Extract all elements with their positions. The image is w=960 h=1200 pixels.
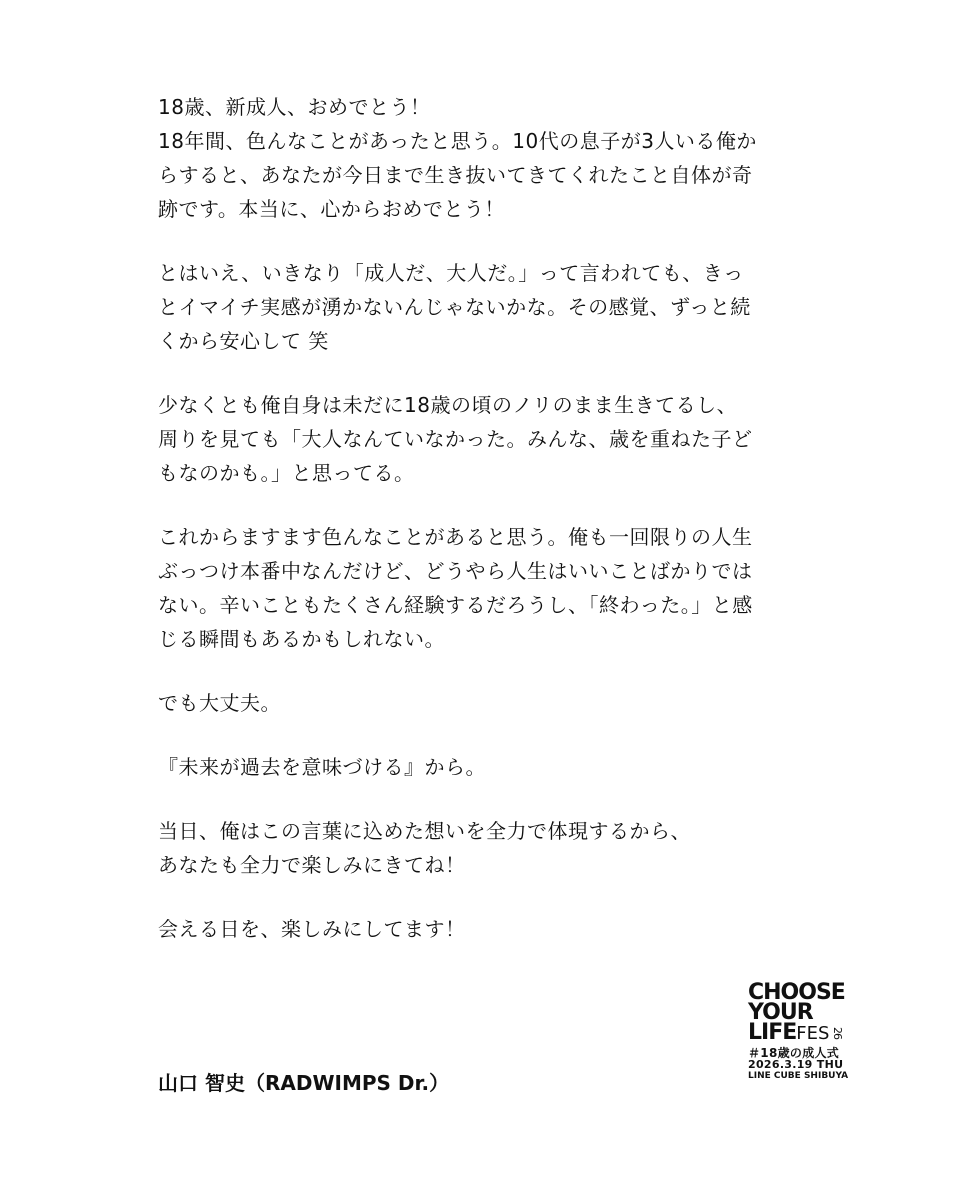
paragraph [158, 750, 838, 784]
letter-line: あなたも全力で楽しみにきてね！ [158, 853, 466, 877]
paragraph [158, 256, 838, 358]
letter-line: とはいえ、いきなり「成人だ、大人だ。」って言われても、きっ [158, 261, 744, 285]
letter-line: 会える日を、楽しみにしてます！ [158, 917, 466, 941]
letter-line: とイマイチ実感が湧かないんじゃないかな。その感覚、ずっと続 [158, 295, 751, 319]
letter-body [158, 90, 838, 976]
letter-line: 周りを見ても「大人なんていなかった。みんな、歳を重ねた子ど [158, 427, 753, 451]
paragraph [158, 814, 838, 882]
letter-line: でも大丈夫。 [158, 691, 281, 715]
logo-line-life-fes [748, 1020, 848, 1045]
paragraph [158, 912, 838, 946]
letter-line: らすると、あなたが今日まで生き抜いてきてくれたこと自体が奇 [158, 163, 753, 187]
letter-line: くから安心して 笑 [158, 329, 329, 353]
logo-life: LIFE [748, 1020, 797, 1045]
letter-line: 『未来が過去を意味づける』から。 [158, 755, 486, 779]
letter-line: これからますます色んなことがあると思う。俺も一回限りの人生 [158, 525, 753, 549]
letter-line: ない。辛いこともたくさん経験するだろうし、「終わった。」と感 [158, 593, 753, 617]
letter-line: もなのかも。」と思ってる。 [158, 461, 415, 485]
logo-line-choose: CHOOSE [748, 980, 845, 1005]
paragraph [158, 90, 838, 226]
letter-line: ぶっつけ本番中なんだけど、どうやら人生はいいことばかりでは [158, 559, 753, 583]
logo-year: 26 [831, 1027, 845, 1039]
logo-hashtag: ＃18歳の成人式 [748, 1046, 840, 1060]
paragraph [158, 388, 838, 490]
paragraph [158, 520, 838, 656]
letter-line: 18歳、新成人、おめでとう！ [158, 95, 431, 119]
event-logo [748, 980, 849, 1081]
paragraph [158, 686, 838, 720]
letter-line: 当日、俺はこの言葉に込めた想いを全力で体現するから、 [158, 819, 691, 843]
logo-fes: FES [796, 1023, 830, 1044]
letter-line: 18年間、色んなことがあったと思う。10代の息子が3人いる俺か [158, 129, 757, 153]
logo-venue: LINE CUBE SHIBUYA [748, 1071, 849, 1081]
signature: 山口 智史（RADWIMPS Dr.） [158, 1071, 450, 1095]
logo-line-your: YOUR [748, 1000, 813, 1025]
letter-line: 跡です。本当に、心からおめでとう！ [158, 197, 505, 221]
letter-line: 少なくとも俺自身は未だに18歳の頃のノリのまま生きてるし、 [158, 393, 738, 417]
logo-date: 2026.3.19 THU [748, 1058, 844, 1071]
letter-line: じる瞬間もあるかもしれない。 [158, 627, 445, 651]
